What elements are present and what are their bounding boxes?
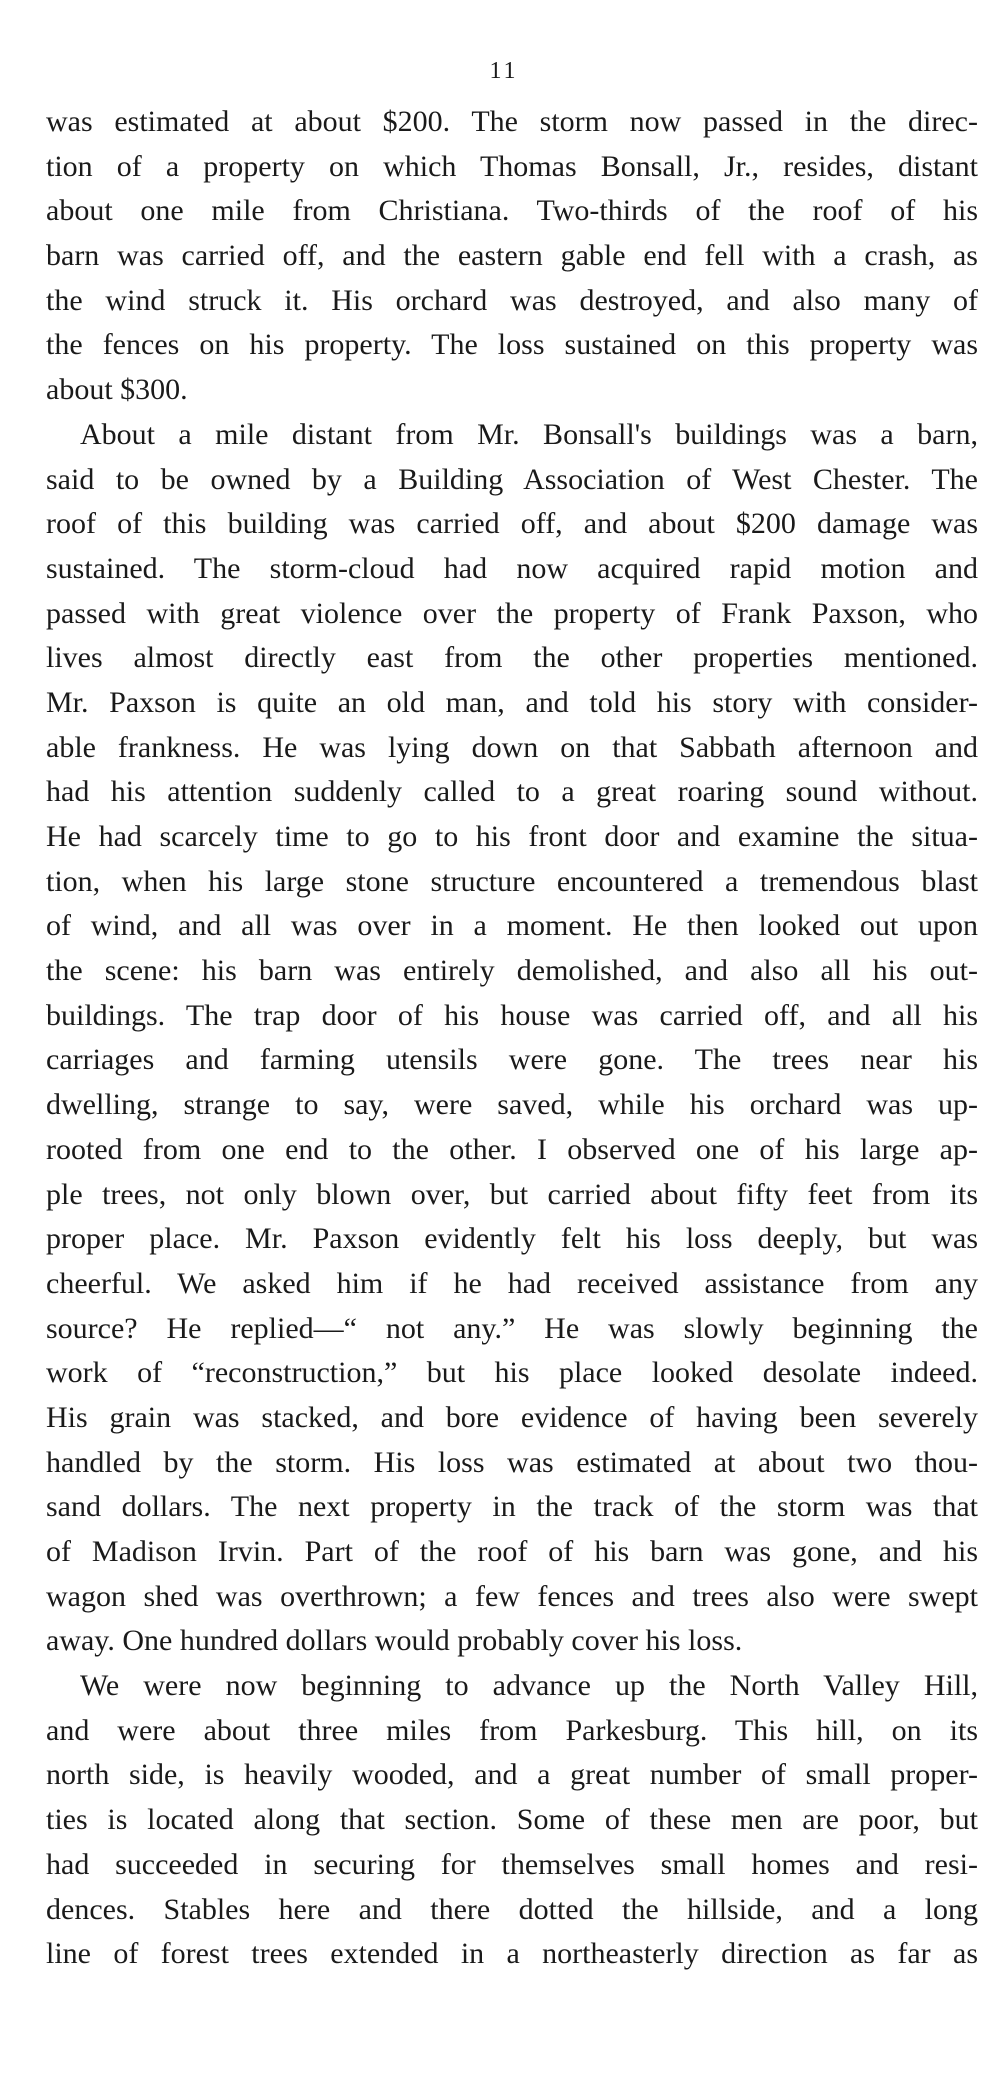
text-line: sand dollars. The next property in the track of the storm was that (46, 1490, 978, 1524)
text-line: away. One hundred dollars would probably cover his loss. (46, 1624, 743, 1658)
text-line: said to be owned by a Building Association of West Chester. The (46, 462, 978, 496)
text-line: passed with great violence over the property of Frank Paxson, who (46, 596, 978, 630)
text-line: and were about three miles from Parkesburg. This hill, on its (46, 1713, 978, 1747)
text-line: north side, is heavily wooded, and a great number of small proper- (46, 1758, 978, 1792)
text-line: the wind struck it. His orchard was destroyed, and also many of (46, 283, 978, 317)
text-line: tion, when his large stone structure encountered a tremendous blast (46, 864, 978, 898)
text-line: line of forest trees extended in a northeasterly direction as far as (46, 1937, 978, 1971)
text-line: carriages and farming utensils were gone. The trees near his (46, 1043, 978, 1077)
paragraph-3 (46, 1664, 978, 1977)
text-line: barn was carried off, and the eastern gable end fell with a crash, as (46, 239, 978, 273)
body-text (46, 100, 978, 1977)
text-line: dwelling, strange to say, were saved, while his orchard was up- (46, 1088, 978, 1122)
paragraph-1 (46, 100, 978, 413)
text-line: sustained. The storm-cloud had now acquired rapid motion and (46, 551, 978, 585)
text-line: ple trees, not only blown over, but carried about fifty feet from its (46, 1177, 978, 1211)
text-line: source? He replied—“ not any.” He was slowly beginning the (46, 1311, 978, 1345)
text-line: the fences on his property. The loss sustained on this property was (46, 328, 978, 362)
text-line: about one mile from Christiana. Two-thirds of the roof of his (46, 194, 978, 228)
text-line: rooted from one end to the other. I observed one of his large ap- (46, 1132, 978, 1166)
text-line: About a mile distant from Mr. Bonsall's buildings was a barn, (80, 417, 978, 451)
text-line: of Madison Irvin. Part of the roof of his barn was gone, and his (46, 1535, 978, 1568)
text-line: the scene: his barn was entirely demolished, and also all his out- (46, 954, 978, 988)
text-line: His grain was stacked, and bore evidence of having been severely (46, 1400, 978, 1434)
page-number: 11 (489, 58, 519, 84)
text-line: cheerful. We asked him if he had received assistance from any (46, 1266, 978, 1300)
text-line: Mr. Paxson is quite an old man, and told his story with consider- (46, 685, 978, 719)
text-line: work of “reconstruction,” but his place looked desolate indeed. (46, 1356, 978, 1390)
text-line: had succeeded in securing for themselves small homes and resi- (46, 1847, 978, 1881)
text-line: about $300. (46, 373, 188, 407)
text-line: ties is located along that section. Some of these men are poor, but (46, 1803, 978, 1837)
text-line: handled by the storm. His loss was estimated at about two thou- (46, 1445, 978, 1479)
text-line: He had scarcely time to go to his front door and examine the situa- (46, 820, 978, 853)
text-line: buildings. The trap door of his house was carried off, and all his (46, 998, 978, 1032)
text-line: dences. Stables here and there dotted the hillside, and a long (46, 1892, 978, 1926)
text-line: had his attention suddenly called to a great roaring sound without. (46, 775, 978, 809)
text-line: able frankness. He was lying down on that Sabbath afternoon and (46, 730, 978, 764)
text-line: wagon shed was overthrown; a few fences and trees also were swept (46, 1579, 978, 1613)
text-line: lives almost directly east from the other properties mentioned. (46, 641, 978, 675)
text-line: of wind, and all was over in a moment. He then looked out upon (46, 909, 978, 943)
text-line: tion of a property on which Thomas Bonsall, Jr., resides, distant (46, 149, 978, 183)
text-line: roof of this building was carried off, and about $200 damage was (46, 507, 978, 541)
text-line: We were now beginning to advance up the North Valley Hill, (80, 1669, 978, 1703)
text-line: was estimated at about $200. The storm now passed in the direc- (46, 105, 978, 138)
text-line: proper place. Mr. Paxson evidently felt his loss deeply, but was (46, 1222, 978, 1256)
paragraph-2 (46, 413, 978, 1664)
